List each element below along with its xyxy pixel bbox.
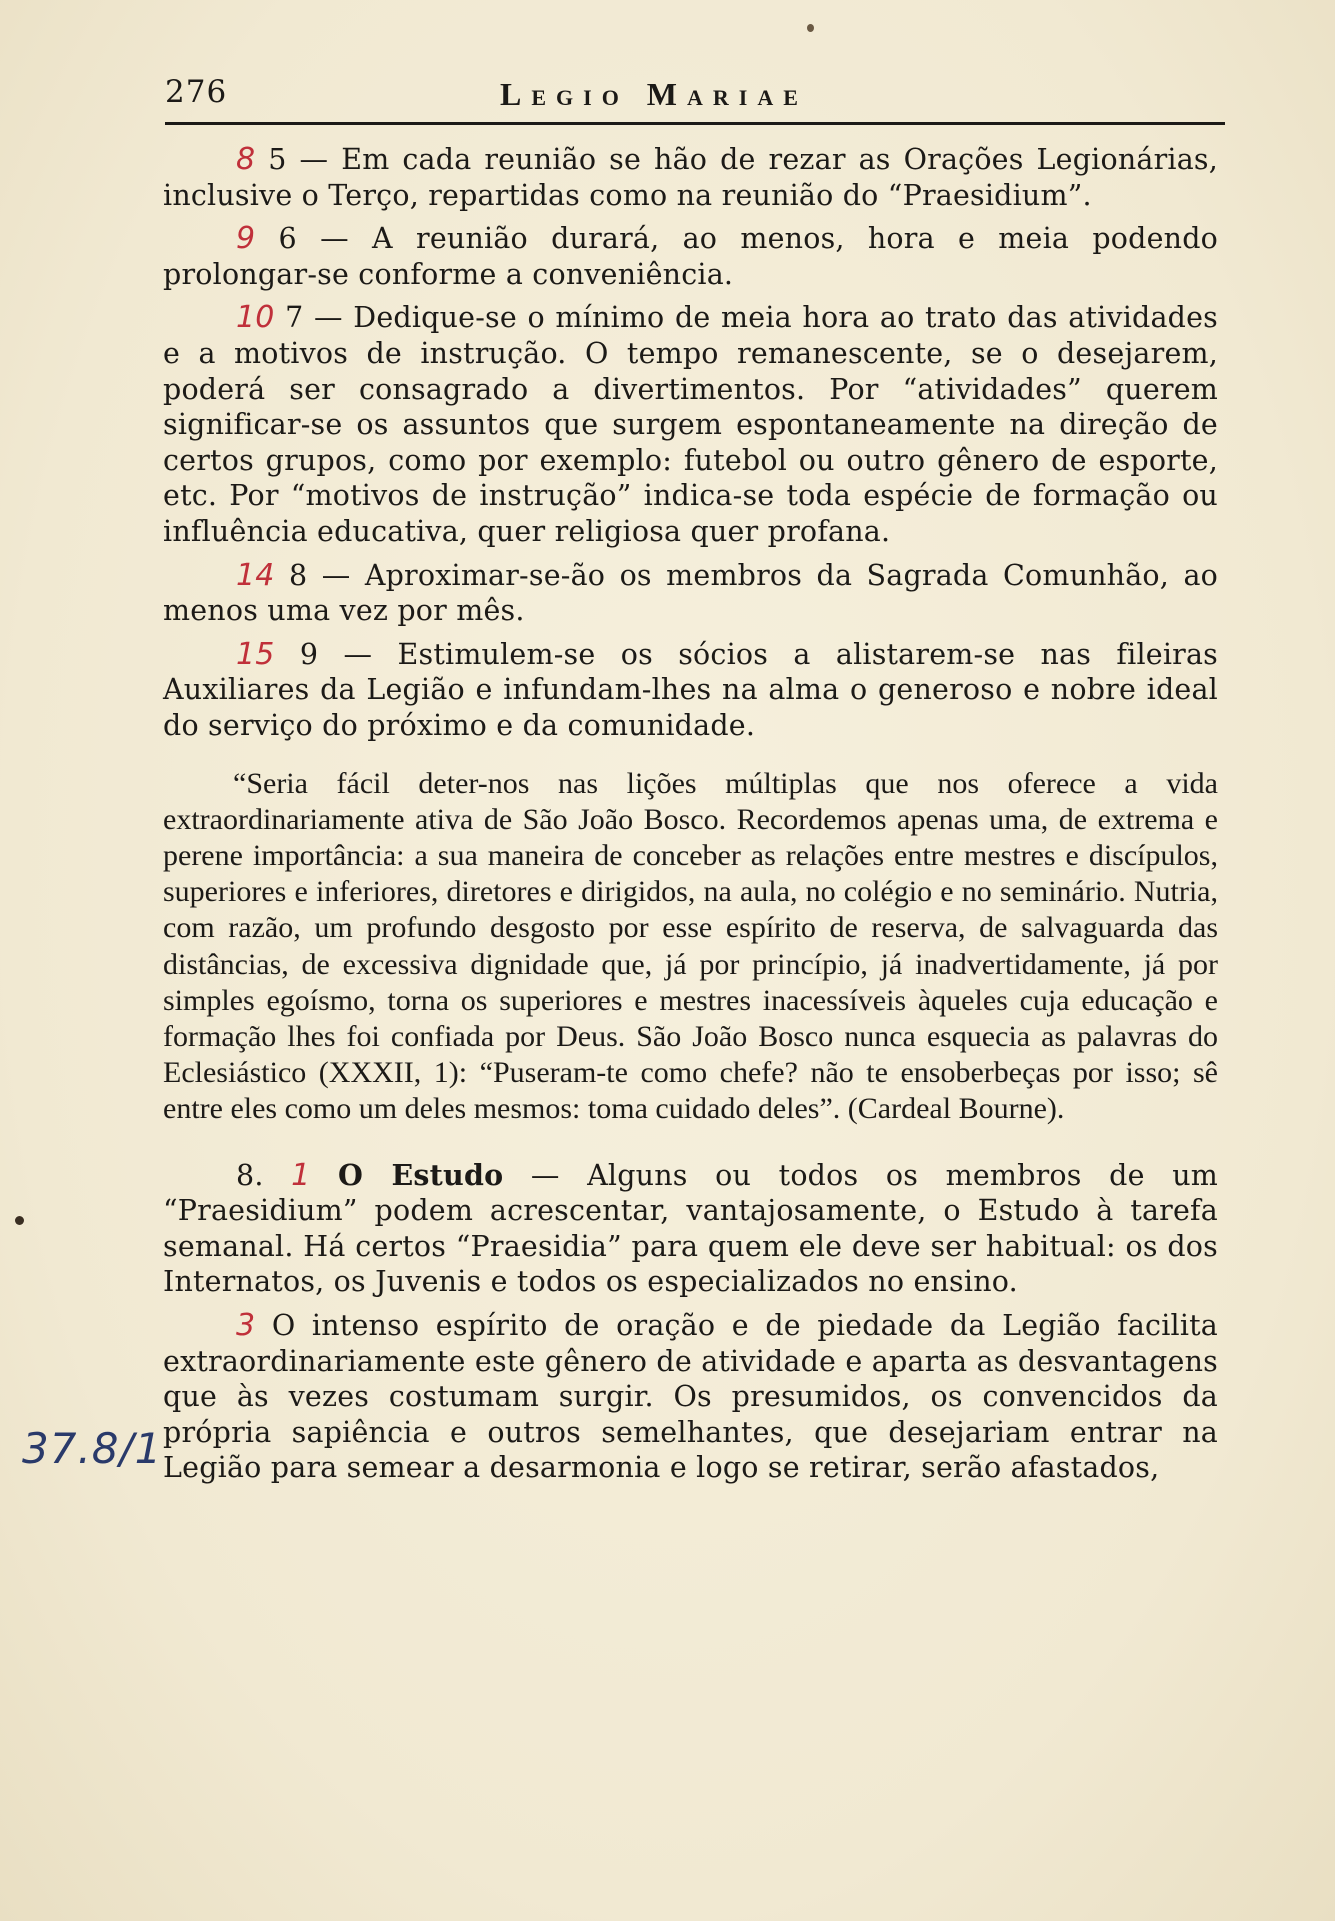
pencil-mark: 15 <box>236 636 275 672</box>
paragraph-text: 7 — Dedique-se o mínimo de meia hora ao trato das atividades e a motivos de instrução. O tempo remanescente, se o desejarem, poderá ser consagrado a divertimentos. Por “atividades” querem significar-se os assuntos que surgem espontaneamente na direção de certos grupos, como por exemplo: futebol ou outro gênero de esporte, etc. Por “motivos de instrução” indica-se toda espécie de formação ou influência educativa, quer religiosa quer profana. <box>163 301 1218 548</box>
quotation-block: “Seria fácil deter-nos nas lições múltiplas que nos oferece a vida extraordinariamente ativa de São João Bosco. Recordemos apenas uma, de extrema e perene importância: a sua maneira de conceber as relações entre mestres e discípulos, superiores e inferiores, diretores e dirigidos, na aula, no colégio e no seminário. Nutria, com razão, um profundo desgosto por esse espírito de reserva, de salvaguarda das distâncias, de excessiva dignidade que, já por princípio, já inadvertidamente, já por simples egoísmo, torna os superiores e mestres inacessíveis àqueles cuja educação e formação lhes foi confiada por Deus. São João Bosco nunca esquecia as palavras do Eclesiástico (XXXII, 1): “Puseram-te como chefe? não te ensoberbeças por isso; sê entre eles como um deles mesmos: toma cuidado deles”. (Cardeal Bourne). <box>163 766 1218 1126</box>
paragraph-text: 6 — A reunião durará, ao menos, hora e meia podendo prolongar-se conforme a conveniência. <box>163 222 1218 291</box>
section-text: — Alguns ou todos os membros de um “Praesidium” podem acrescentar, vantajosamente, o Estudo à tarefa semanal. Há certos “Praesidia” para quem ele deve ser habitual: os dos Internatos, os Juvenis e todos os especializados no ensino. <box>163 1158 1219 1299</box>
paragraph-text: 9 — Estimulem-se os sócios a alistarem-se nas fileiras Auxiliares da Legião e infundam-lhes na alma o generoso e nobre ideal do serviço do próximo e da comunidade. <box>163 637 1218 742</box>
page-number: 276 <box>165 74 228 110</box>
body-text <box>163 142 1218 1486</box>
rule-paragraph-8 <box>163 558 1218 629</box>
section-number: 8. <box>236 1158 264 1192</box>
pencil-mark: 10 <box>236 300 275 336</box>
section-paragraph-2 <box>163 1308 1218 1486</box>
paragraph-text: 5 — Em cada reunião se hão de rezar as Orações Legionárias, inclusive o Terço, repartidas como na reunião do “Praesidium”. <box>163 143 1219 212</box>
section-o-estudo <box>163 1158 1218 1486</box>
rule-paragraph-6 <box>163 221 1218 292</box>
rule-paragraph-9 <box>163 637 1218 744</box>
paragraph-text: 8 — Aproximar-se-ão os membros da Sagrada Comunhão, ao menos uma vez por mês. <box>163 558 1218 628</box>
pencil-mark: 8 <box>236 142 256 177</box>
pencil-mark: 3 <box>236 1307 256 1343</box>
pencil-mark: 9 <box>236 221 256 257</box>
pencil-mark: 1 <box>291 1157 311 1193</box>
page-header <box>165 74 1225 126</box>
rule-paragraph-5 <box>163 142 1218 213</box>
handwritten-margin-note: 37.8/1 <box>22 1424 163 1473</box>
rule-paragraph-7 <box>163 300 1218 549</box>
section-text-2: O intenso espírito de oração e de piedade da Legião facilita extraordinariamente este gênero de atividade e aparta as desvantagens que às vezes costumam surgir. Os presumidos, os convencidos da própria sapiência e outros semelhantes, que desejariam entrar na Legião para semear a desarmonia e logo se retirar, serão afastados, <box>163 1308 1218 1485</box>
section-title: O Estudo <box>338 1157 504 1192</box>
paper-spot <box>807 24 814 32</box>
section-paragraph <box>163 1158 1218 1300</box>
paper-spot <box>15 1216 24 1225</box>
pencil-mark: 14 <box>236 557 275 593</box>
running-title: Legio Mariae <box>500 76 808 112</box>
header-rule <box>165 122 1225 125</box>
